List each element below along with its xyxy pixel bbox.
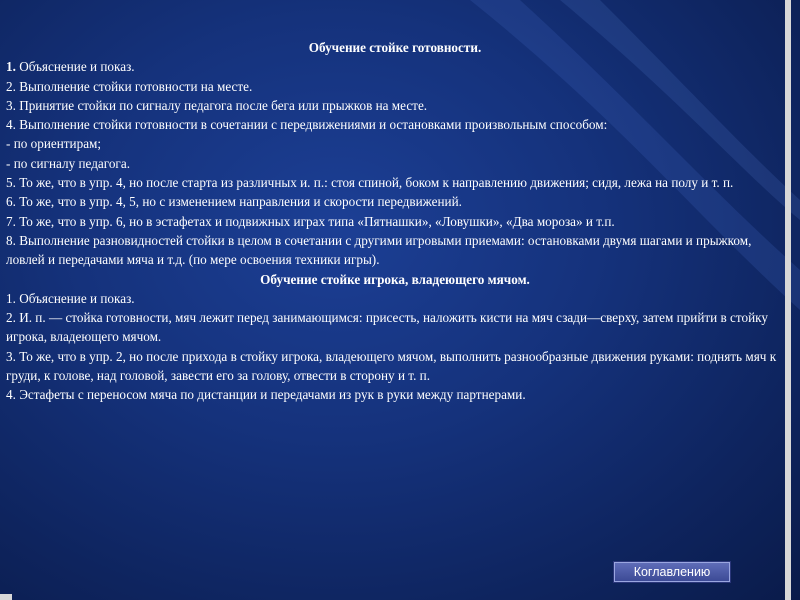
exercise-item: 7. То же, что в упр. 6, но в эстафетах и подвижных играх типа «Пятнашки», «Ловушки», «Два мороза» и т.п.	[6, 213, 615, 229]
exercise-item: 2. И. п. — стойка готовности, мяч лежит перед занимающимся: присесть, наложить кисти на мяч сзади—сверху, затем прийти в стойку игрока, владеющего мячом.	[6, 310, 768, 345]
exercise-item: 8. Выполнение разновидностей стойки в целом в сочетании с другими игровыми приемами: остановками двумя шагами и прыжком, ловлей и передачами мяча и т.д. (по мере освоения техники игры).	[6, 232, 752, 268]
exercise-text: Объяснение и показ.	[15, 59, 135, 75]
exercise-item: 4. Выполнение стойки готовности в сочетании с передвижениями и остановками произвольным способом:	[6, 117, 608, 133]
exercise-item	[6, 57, 784, 76]
exercise-item: 6. То же, что в упр. 4, 5, но с изменением направления и скорости передвижений.	[6, 194, 462, 210]
slide-content	[6, 38, 784, 405]
exercise-item: 3. То же, что в упр. 2, но после прихода в стойку игрока, владеющего мячом, выполнить разнообразные движения руками: поднять мяч к груди, к голове, над головой, завести его за голову, отвести в сторону и т. п.	[6, 348, 777, 384]
exercise-item: 4. Эстафеты с переносом мяча по дистанции и передачами из рук в руки между партнерами.	[6, 387, 526, 403]
section-heading-ball-stance: Обучение стойке игрока, владеющего мячом.	[260, 271, 530, 287]
exercise-subitem: - по ориентирам;	[6, 136, 102, 152]
exercise-number: 1.	[6, 59, 16, 75]
frame-corner	[0, 594, 12, 600]
exercise-item: 1. Объяснение и показ.	[6, 290, 135, 306]
exercise-subitem: - по сигналу педагога.	[6, 155, 130, 171]
exercise-item: 3. Принятие стойки по сигналу педагога после бега или прыжков на месте.	[6, 97, 428, 113]
exercise-item: 2. Выполнение стойки готовности на месте.	[6, 78, 253, 94]
section-heading-readiness-stance: Обучение стойке готовности.	[308, 40, 482, 55]
table-of-contents-button[interactable]: Коглавлению	[614, 562, 730, 582]
exercise-item: 5. То же, что в упр. 4, но после старта из различных и. п.: стоя спиной, боком к направлению движения; сидя, лежа на полу и т. п.	[6, 175, 734, 191]
